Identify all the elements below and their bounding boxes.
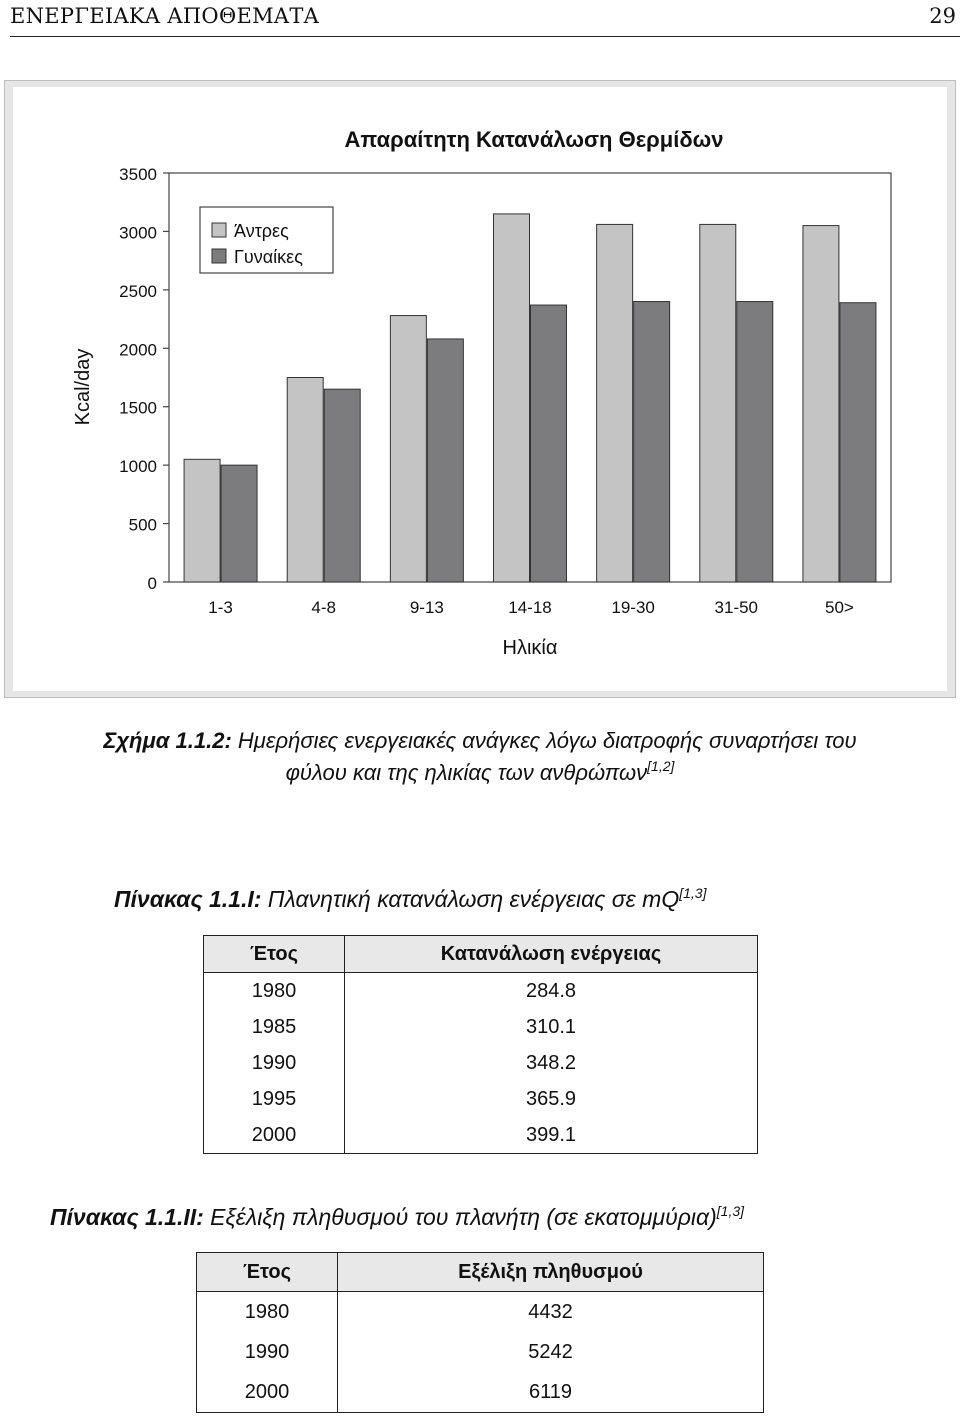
x-tick-label: 14-18 [508, 598, 552, 617]
table1-year-cell: 1985 [204, 1009, 345, 1045]
table1-year-cell: 1995 [204, 1081, 345, 1117]
bar-women [840, 303, 876, 582]
table1-header-consumption: Κατανάλωση ενέργειας [345, 936, 758, 973]
bar-women [634, 302, 670, 582]
figure-caption-text-1: Ημερήσιες ενεργειακές ανάγκες λόγω διατροφής συναρτήσει του [231, 728, 857, 753]
figure-caption-line-1 [0, 728, 960, 754]
bar-women [531, 305, 567, 582]
table1-value-cell: 284.8 [345, 973, 758, 1010]
y-tick-label: 2000 [119, 340, 157, 360]
y-tick-label: 1000 [119, 457, 157, 477]
bar-women [737, 302, 773, 582]
table2-value-cell: 4432 [338, 1292, 764, 1333]
table1-ref: [1,3] [679, 885, 707, 901]
x-tick-label: 31-50 [714, 598, 759, 617]
legend-swatch [212, 249, 226, 263]
energy-consumption-table [203, 935, 758, 1154]
x-tick-label: 9-13 [409, 598, 444, 617]
table-row [197, 1372, 764, 1413]
table-row [197, 1292, 764, 1333]
table2-header-row [197, 1253, 764, 1292]
y-tick-label: 1500 [119, 398, 157, 418]
table1-value-cell: 310.1 [345, 1009, 758, 1045]
y-axis-label: Kcal/day [72, 348, 94, 426]
x-tick-label: 1-3 [208, 598, 233, 617]
table2-ref: [1,3] [716, 1203, 745, 1219]
bar-women [221, 465, 257, 582]
table2-title [50, 1203, 744, 1231]
table-row [204, 1045, 758, 1081]
figure-caption-text-2: φύλου και της ηλικίας των ανθρώπων [285, 760, 648, 785]
y-tick-label: 0 [147, 574, 157, 593]
table-row [204, 1081, 758, 1117]
y-tick-label: 2500 [119, 281, 157, 301]
figure-caption-line-2 [0, 758, 960, 786]
table1-value-cell: 365.9 [345, 1081, 758, 1117]
table1-header-year: Έτος [204, 936, 345, 973]
figure-caption [0, 728, 960, 786]
bar-men [597, 224, 633, 582]
chart-title: Απαραίτητη Κατανάλωση Θερμίδων [344, 127, 724, 152]
table1-header-row [204, 936, 758, 973]
figure-frame [4, 80, 956, 698]
bar-men [494, 214, 530, 582]
figure-panel [13, 87, 947, 691]
table-row [204, 1117, 758, 1154]
table1-title [114, 885, 706, 913]
bar-women [324, 389, 360, 582]
figure-caption-label: Σχήμα 1.1.2: [103, 728, 232, 753]
table2-value-cell: 6119 [338, 1372, 764, 1413]
table2-year-cell: 2000 [197, 1372, 338, 1413]
table2-label: Πίνακας 1.1.II: [50, 1204, 204, 1230]
table1-year-cell: 1990 [204, 1045, 345, 1081]
page-number: 29 [929, 4, 956, 28]
figure-caption-ref: [1,2] [647, 758, 675, 774]
y-tick-label: 500 [128, 515, 157, 535]
table1-value-cell: 399.1 [345, 1117, 758, 1154]
legend-label: Γυναίκες [234, 247, 303, 267]
table1-year-cell: 2000 [204, 1117, 345, 1154]
x-tick-label: 4-8 [311, 598, 337, 617]
table2-year-cell: 1980 [197, 1292, 338, 1333]
y-tick-label: 3000 [119, 223, 157, 243]
legend-label: Άντρες [234, 221, 289, 241]
table1-year-cell: 1980 [204, 973, 345, 1010]
table2-value-cell: 5242 [338, 1332, 764, 1372]
table-row [197, 1332, 764, 1372]
bar-men [184, 459, 220, 582]
legend-swatch [212, 223, 226, 237]
table2-header-year: Έτος [197, 1253, 338, 1292]
table1-value-cell: 348.2 [345, 1045, 758, 1081]
calorie-bar-chart [13, 87, 947, 691]
y-tick-label: 3500 [119, 165, 157, 184]
x-tick-label: 50> [825, 598, 854, 617]
running-title: ΕΝΕΡΓΕΙΑΚΑ ΑΠΟΘΕΜΑΤΑ [10, 4, 320, 28]
bar-women [427, 339, 463, 582]
bar-men [700, 224, 736, 582]
population-table [196, 1252, 764, 1413]
x-axis-label: Ηλικία [502, 637, 558, 659]
table2-year-cell: 1990 [197, 1332, 338, 1372]
table-row [204, 973, 758, 1010]
bar-men [390, 316, 426, 582]
page-header [10, 0, 960, 37]
table-row [204, 1009, 758, 1045]
bar-men [803, 226, 839, 582]
table2-header-population: Εξέλιξη πληθυσμού [338, 1253, 764, 1292]
table2-title-text: Εξέλιξη πληθυσμού του πλανήτη (σε εκατομμύρια) [203, 1204, 717, 1230]
bar-men [287, 378, 323, 583]
x-tick-label: 19-30 [611, 598, 655, 617]
table1-title-text: Πλανητική κατανάλωση ενέργειας σε mQ [261, 886, 680, 912]
table1-label: Πίνακας 1.1.I: [114, 886, 262, 912]
